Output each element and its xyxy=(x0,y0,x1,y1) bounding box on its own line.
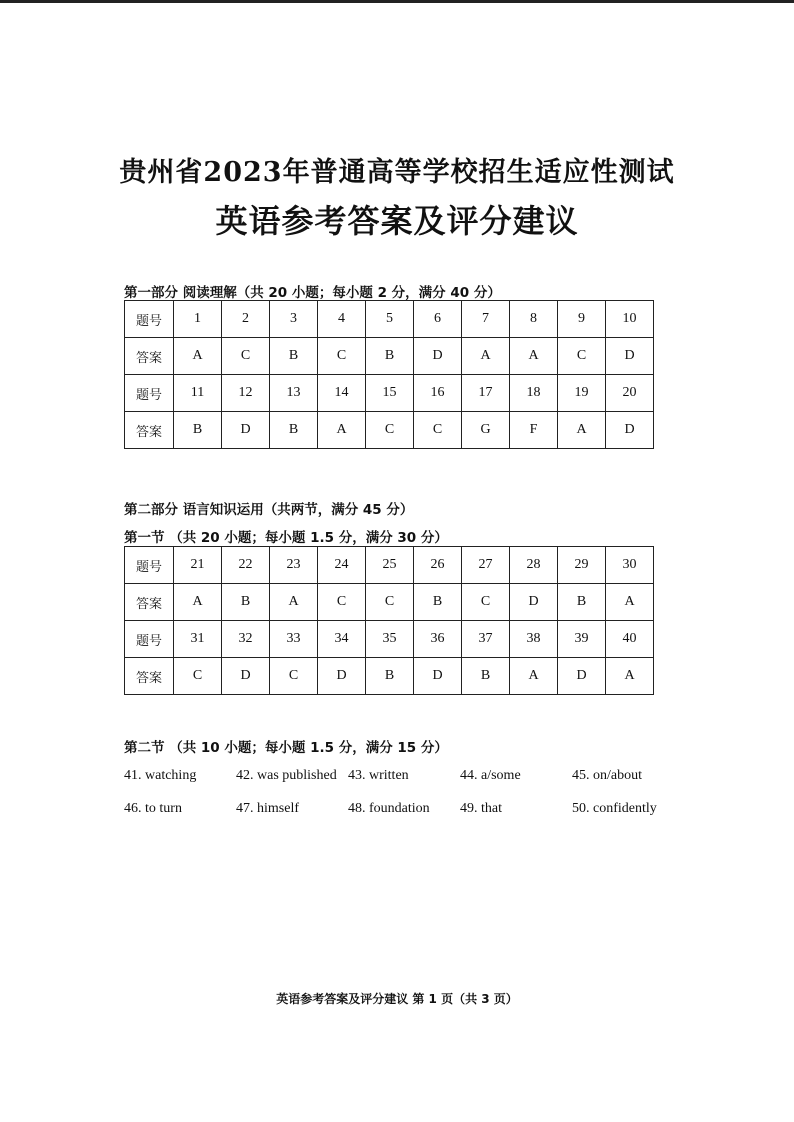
answer-cell: A xyxy=(318,412,366,449)
page-footer: 英语参考答案及评分建议 第 1 页（共 3 页） xyxy=(276,992,518,1006)
row-label-question-number: 题号 xyxy=(125,547,174,584)
question-number-cell: 22 xyxy=(222,547,270,584)
answer-cell: C xyxy=(366,412,414,449)
question-number-cell: 33 xyxy=(270,621,318,658)
question-number-cell: 36 xyxy=(414,621,462,658)
question-number-cell: 3 xyxy=(270,301,318,338)
question-number-cell: 14 xyxy=(318,375,366,412)
question-number-row xyxy=(125,301,654,338)
answer-cell: C xyxy=(558,338,606,375)
answer-48: 48. foundation xyxy=(348,801,430,816)
question-number-cell: 28 xyxy=(510,547,558,584)
question-number-cell: 38 xyxy=(510,621,558,658)
row-label-question-number: 题号 xyxy=(125,375,174,412)
question-number-cell: 20 xyxy=(606,375,654,412)
question-number-cell: 2 xyxy=(222,301,270,338)
question-number-cell: 35 xyxy=(366,621,414,658)
answer-cell: C xyxy=(318,584,366,621)
answer-cell: C xyxy=(414,412,462,449)
part2-heading: 第二部分 语言知识运用（共两节，满分 45 分） xyxy=(124,502,414,518)
answer-45: 45. on/about xyxy=(572,768,642,783)
question-number-cell: 9 xyxy=(558,301,606,338)
row-label-answer: 答案 xyxy=(125,412,174,449)
question-number-cell: 11 xyxy=(174,375,222,412)
answer-row xyxy=(125,412,654,449)
answer-cell: C xyxy=(222,338,270,375)
answer-cell: B xyxy=(462,658,510,695)
question-number-cell: 39 xyxy=(558,621,606,658)
answer-cell: D xyxy=(414,658,462,695)
answer-cell: B xyxy=(558,584,606,621)
answer-cell: B xyxy=(366,658,414,695)
answer-cell: A xyxy=(174,584,222,621)
answer-cell: D xyxy=(222,658,270,695)
question-number-cell: 13 xyxy=(270,375,318,412)
answer-49: 49. that xyxy=(460,801,502,816)
answer-cell: B xyxy=(270,338,318,375)
row-label-question-number: 题号 xyxy=(125,621,174,658)
answer-cell: F xyxy=(510,412,558,449)
question-number-cell: 21 xyxy=(174,547,222,584)
answer-cell: D xyxy=(222,412,270,449)
answer-cell: B xyxy=(414,584,462,621)
question-number-cell: 6 xyxy=(414,301,462,338)
answer-cell: A xyxy=(510,658,558,695)
answer-41: 41. watching xyxy=(124,768,197,783)
question-number-cell: 29 xyxy=(558,547,606,584)
answer-cell: D xyxy=(510,584,558,621)
answer-cell: D xyxy=(318,658,366,695)
question-number-cell: 19 xyxy=(558,375,606,412)
question-number-row xyxy=(125,375,654,412)
question-number-cell: 34 xyxy=(318,621,366,658)
answer-42: 42. was published xyxy=(236,768,337,783)
answer-row xyxy=(125,584,654,621)
question-number-cell: 18 xyxy=(510,375,558,412)
answer-cell: D xyxy=(558,658,606,695)
question-number-cell: 27 xyxy=(462,547,510,584)
question-number-cell: 26 xyxy=(414,547,462,584)
part2-section1-answer-table xyxy=(124,546,654,695)
part2-section1-heading: 第一节 （共 20 小题；每小题 1.5 分，满分 30 分） xyxy=(124,530,448,546)
answer-cell: A xyxy=(606,658,654,695)
answer-50: 50. confidently xyxy=(572,801,657,816)
question-number-cell: 24 xyxy=(318,547,366,584)
part1-answer-table xyxy=(124,300,654,449)
question-number-cell: 8 xyxy=(510,301,558,338)
question-number-cell: 4 xyxy=(318,301,366,338)
question-number-row xyxy=(125,547,654,584)
answer-cell: C xyxy=(270,658,318,695)
question-number-cell: 16 xyxy=(414,375,462,412)
answer-cell: A xyxy=(510,338,558,375)
answer-cell: A xyxy=(558,412,606,449)
question-number-cell: 23 xyxy=(270,547,318,584)
question-number-cell: 7 xyxy=(462,301,510,338)
question-number-cell: 5 xyxy=(366,301,414,338)
row-label-question-number: 题号 xyxy=(125,301,174,338)
answer-cell: A xyxy=(270,584,318,621)
answer-cell: B xyxy=(270,412,318,449)
top-border xyxy=(0,0,794,3)
answer-cell: A xyxy=(606,584,654,621)
question-number-cell: 1 xyxy=(174,301,222,338)
answer-cell: C xyxy=(318,338,366,375)
part2-section2-heading: 第二节 （共 10 小题；每小题 1.5 分，满分 15 分） xyxy=(124,740,448,756)
answer-cell: G xyxy=(462,412,510,449)
question-number-row xyxy=(125,621,654,658)
answer-cell: C xyxy=(174,658,222,695)
answer-cell: A xyxy=(462,338,510,375)
row-label-answer: 答案 xyxy=(125,338,174,375)
question-number-cell: 15 xyxy=(366,375,414,412)
question-number-cell: 17 xyxy=(462,375,510,412)
answer-row xyxy=(125,338,654,375)
row-label-answer: 答案 xyxy=(125,658,174,695)
answer-cell: D xyxy=(414,338,462,375)
answer-44: 44. a/some xyxy=(460,768,521,783)
question-number-cell: 31 xyxy=(174,621,222,658)
question-number-cell: 25 xyxy=(366,547,414,584)
question-number-cell: 40 xyxy=(606,621,654,658)
answer-cell: C xyxy=(462,584,510,621)
answer-cell: C xyxy=(366,584,414,621)
answer-row xyxy=(125,658,654,695)
answer-cell: A xyxy=(174,338,222,375)
answer-cell: D xyxy=(606,412,654,449)
answer-46: 46. to turn xyxy=(124,801,182,816)
part1-heading: 第一部分 阅读理解（共 20 小题；每小题 2 分，满分 40 分） xyxy=(124,285,501,301)
question-number-cell: 37 xyxy=(462,621,510,658)
question-number-cell: 12 xyxy=(222,375,270,412)
answer-cell: B xyxy=(366,338,414,375)
answer-47: 47. himself xyxy=(236,801,299,816)
row-label-answer: 答案 xyxy=(125,584,174,621)
answer-cell: D xyxy=(606,338,654,375)
exam-title: 贵州省2023年普通高等学校招生适应性测试 xyxy=(119,157,675,188)
answer-key-title: 英语参考答案及评分建议 xyxy=(215,202,579,240)
question-number-cell: 32 xyxy=(222,621,270,658)
question-number-cell: 30 xyxy=(606,547,654,584)
answer-43: 43. written xyxy=(348,768,409,783)
answer-cell: B xyxy=(222,584,270,621)
question-number-cell: 10 xyxy=(606,301,654,338)
answer-cell: B xyxy=(174,412,222,449)
